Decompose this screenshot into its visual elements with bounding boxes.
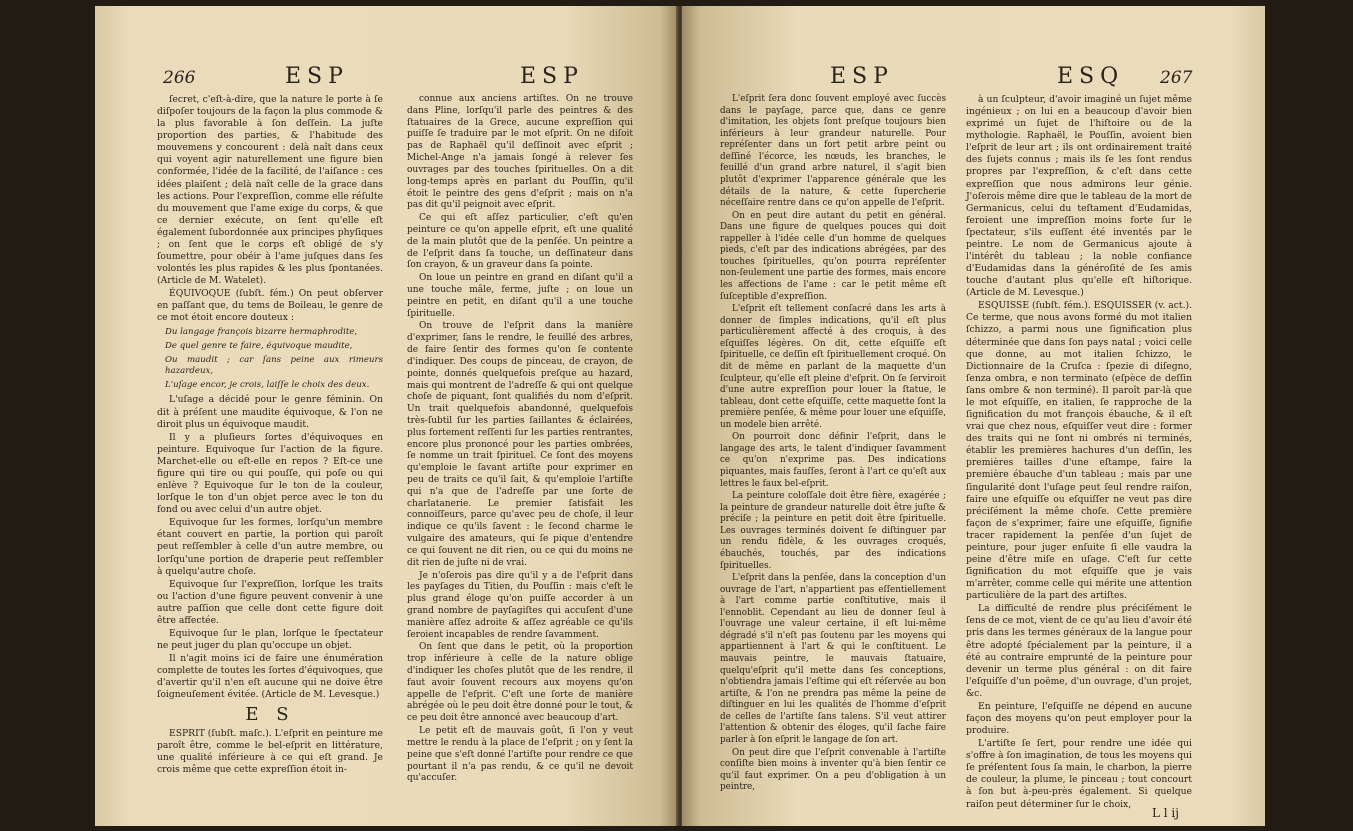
paragraph: ESPRIT (ſubſt. maſc.). L'eſprit en peinture me paroît être, comme le bel-eſprit en littérature, une qualité inférieure à ce qui eſt grand. Je crois même que cette expreſſion étoit in-	[157, 727, 383, 775]
paragraph: Il y a pluſieurs ſortes d'équivoques en peinture. Equivoque ſur l'action de la figure. Marchet-elle ou eſt-elle en repos ? Eſt-ce une figure qui tire ou qui pouſſe, qui poſe ou qui enlève ? Equivoque ſur le ton de la couleur, lorſque le ton d'un objet perce avec le ton du fond ou avec celui d'un autre objet.	[157, 431, 383, 516]
paragraph: Le petit eſt de mauvais goût, ſi l'on y veut mettre le rendu à la place de l'eſprit ; on y ſent la peine que s'eſt donné l'artiſte pour rendre ce que pourtant il n'a pas rendu, & ce qu'il ne devoit qu'accuſer.	[407, 726, 633, 784]
signature-mark: L l ij	[1152, 806, 1179, 820]
paragraph: à un ſculpteur, d'avoir imaginé un ſujet même ingénieux ; on lui en a beaucoup d'avoir bien exprimé un ſujet de l'hiſtoire ou de la mythologie. Raphaël, le Pouſſin, avoient bien l'eſprit de leur art ; ils ont ordinairement traité des ſujets connus ; mais ils ſe les ſont rendus propres par l'expreſſion, & c'eſt dans cette expreſſion que nous admirons leur génie. J'oſerois même dire que le tableau de la mort de Germanicus, celui du teſtament d'Eudamidas, feroient une impreſſion moins forte ſur le ſpectateur, s'ils euſſent été inventés par le peintre. Le nom de Germanicus ajoute à l'intérêt du tableau ; la noble confiance d'Eudamidas dans la généroſité de ſes amis touche d'autant plus qu'elle eſt hiſtorique. (Article de M. Levesque.)	[966, 94, 1192, 299]
paragraph: L'eſprit dans la penſée, dans la conception d'un ouvrage de l'art, n'appartient pas eſſentiellement à l'art comme partie conſtitutive, mais il l'ennoblit. Cependant au lieu de donner ſeul à l'ouvrage une valeur certaine, il eſt lui-même dégradé s'il n'eſt pas ſoutenu par les moyens qui appartiennent à l'art & qui le conſtituent. Le mauvais peintre, le mauvais ſtatuaire, quelqu'eſprit qu'il mette dans ſes conceptions, n'obtiendra jamais l'eſtime qui eſt réſervée au bon artiſte, & l'on ne prendra pas même la peine de diſtinguer en lui les qualités de l'homme d'eſprit de celles de l'artiſte ſans talens. S'il veut attirer l'attention & obtenir des éloges, qu'il ſache faire parler à ſon eſprit le langage de ſon art.	[720, 573, 946, 745]
text-column-left	[720, 94, 946, 794]
running-head: ESQ	[1057, 64, 1125, 89]
paragraph: On loue un peintre en grand en diſant qu'il a une touche mâle, ferme, juſte ; on loue un peintre en petit, en diſant qu'il a une touche ſpirituelle.	[407, 273, 633, 319]
paragraph: On peut dire que l'eſprit convenable à l'artiſte conſiſte bien moins à inventer qu'à bien ſentir ce qu'il faut exprimer. On a peu d'obligation à un peintre,	[720, 747, 946, 793]
paragraph: En peinture, l'eſquiſſe ne dépend en aucune façon des moyens qu'on peut employer pour la produire.	[966, 700, 1192, 737]
page-number: 267	[1160, 68, 1193, 88]
verse-line: Ou maudit ; car ſans peine aux rimeurs hazardeux,	[165, 355, 383, 377]
paragraph: Je n'oſerois pas dire qu'il y a de l'eſprit dans les payſages du Titien, du Pouſſin : mais c'eſt le plus grand éloge qu'on puiſſe accorder à un grand nombre de payſagiſtes qui accuſent d'une manière aſſez adroite & aſſez agréable ce qu'ils ſeroient incapables de rendre ſavamment.	[407, 570, 633, 640]
page-number: 266	[163, 68, 196, 88]
paragraph: connue aux anciens artiſtes. On ne trouve dans Pline, lorſqu'il parle des peintres & des ſtatuaires de la Grece, aucune expreſſion qui puiſſe ſe traduire par le mot eſprit. On ne diſoit pas de Raphaël qu'il deſſinoit avec eſprit ; Michel-Ange n'a jamais ſongé à relever ſes ouvrages par des touches ſpirituelles. On a dit long-temps après en parlant du Pouſſin, qu'il étoit le peintre des gens d'eſprit ; mais on n'a pas dit qu'il peignoit avec eſprit.	[407, 94, 633, 211]
text-column-right	[966, 94, 1192, 811]
paragraph: L'artiſte ſe ſert, pour rendre une idée qui s'offre à ſon imagination, de tous les moyens qui ſe préſentent ſous ſa main, le charbon, la pierre de couleur, la plume, le pinceau ; tout concourt à ſon but à-peu-près également. Si quelque raiſon peut déterminer ſur le choix,	[966, 738, 1192, 810]
text-column-left	[157, 94, 383, 776]
verse-line: L'uſage encor, je crois, laiſſe le choix des deux.	[165, 380, 370, 391]
section-heading: E S	[245, 704, 295, 726]
paragraph: L'eſprit eſt tellement conſacré dans les arts à donner de ſimples indications, qu'il eſt plus particulièrement affecté à des croquis, à des eſquiſſes légères. On dit, cette eſquiſſe eſt ſpirituelle, ce deſſin eſt ſpirituellement croqué. On dit de même en parlant de la maquette d'un ſculpteur, qu'elle eſt pleine d'eſprit. On ſe ſerviroit d'une autre expreſſion pour louer la ſtatue, le tableau, dont cette eſquiſſe, cette maquette ſont la première penſée, & même pour louer une eſquiſſe, un modele bien arrêté.	[720, 304, 946, 430]
running-head: ESP	[830, 64, 894, 89]
paragraph: L'uſage a décidé pour le genre féminin. On dit à préſent une maudite équivoque, & l'on ne diroit plus un équivoque maudit.	[157, 394, 383, 430]
paragraph: Ce qui eſt aſſez particulier, c'eſt qu'en peinture ce qu'on appelle eſprit, eſt une qualité de la main plutôt que de la penſée. Un peintre a de l'eſprit dans ſa touche, un deſſinateur dans ſon crayon, & un graveur dans ſa pointe.	[407, 213, 633, 271]
verse-line: De quel genre te faire, équivoque maudite,	[165, 341, 353, 352]
paragraph: La peinture coloſſale doit être fière, exagérée ; la peinture de grandeur naturelle doit être juſte & préciſe ; la peinture en petit doit être ſpirituelle. Les ouvrages terminés doivent ſe diſtinguer par un rendu fidèle, & les ouvrages croqués, ébauchés, touchés, par des indications ſpirituelles.	[720, 491, 946, 571]
paragraph: ÉQUIVOQUE (ſubſt. fém.) On peut obſerver en paſſant que, du tems de Boileau, le genre de ce mot étoit encore douteux :	[157, 288, 383, 324]
paragraph: L'eſprit ſera donc ſouvent employé avec ſuccès dans le payſage, parce que, dans ce genre d'imitation, les objets ſont preſque toujours bien inférieurs à leur grandeur naturelle. Pour repréſenter dans un fort petit arbre peint ou deſſiné l'écorce, les nœuds, les branches, le feuillé d'un grand arbre naturel, il s'agit bien plutôt d'exprimer l'apparence générale que les détails de la nature, & cette ſupercherie néceſſaire rentre dans ce qu'on appelle de l'eſprit.	[720, 94, 946, 209]
paragraph: On pourroit donc définir l'eſprit, dans le langage des arts, le talent d'indiquer ſavamment ce qu'on n'exprime pas. Des indications piquantes, mais fauſſes, ſeront à l'art ce qu'eſt aux lettres le faux bel-eſprit.	[720, 432, 946, 489]
paragraph: La difficulté de rendre plus préciſément le ſens de ce mot, vient de ce qu'au lieu d'avoir été pris dans les termes généraux de la langue pour être adopté ſpécialement par la peinture, il a été au contraire emprunté de la peinture pour devenir un terme plus général : on dit faire l'eſquiſſe d'un poëme, d'un ouvrage, d'un projet, &c.	[966, 603, 1192, 699]
paragraph: ſecret, c'eſt-à-dire, que la nature le porte à ſe diſpoſer toujours de la façon la plus commode & la plus favorable à ſon deſſein. La juſte proportion des parties, & l'habitude des mouvemens y concourent : delà naît dans ceux qui voyent agir naturellement une figure bien conformée, l'idée de la facilité, de l'aiſance : ces idées plaiſent ; delà naît celle de la grace dans les actions. Pour l'expreſſion, comme elle réſulte du mouvement que l'ame exige du corps, & que ce dernier exécute, on ſent qu'elle eſt également ſubordonnée aux principes phyſiques ; on ſent que le corps eſt obligé de s'y ſoumettre, pour obéir à l'ame juſques dans ſes volontés les plus rapides & les plus ſpontanées. (Article de M. Watelet).	[157, 94, 384, 287]
paragraph: Equivoque ſur le plan, lorſque le ſpectateur ne peut juger du plan qu'occupe un objet.	[157, 627, 383, 652]
paragraph: ESQUISSE (ſubſt. fém.). ESQUISSER (v. act.). Ce terme, que nous avons formé du mot italien ſchizzo, a parmi nous une ſignification plus déterminée que dans ſon pays natal ; voici celle que donne, au mot italien ſchizzo, le Dictionnaire de la Cruſca : ſpezie di diſegno, ſenza ombra, e non terminato (eſpèce de deſſin ſans ombre & non terminé). Il paroît par-là que le mot eſquiſſe, en italien, ſe rapproche de la ſignification du mot françois ébauche, & il eſt vrai que chez nous, eſquiſſer veut dire : former des traits qui ne ſont ni ombrés ni terminés, établir les premières hachures d'un deſſin, les premières tailles d'une eſtampe, faire la première ébauche d'un tableau ; mais par une ſingularité dont l'uſage peut ſeul rendre raiſon, faire une eſquiſſe ou eſquiſſer ne veut pas dire préciſément la même choſe. Cette première façon de s'exprimer, faire une eſquiſſe, ſignifie tracer rapidement la penſée d'un ſujet de peinture, pour juger enſuite ſi elle vaudra la peine d'être miſe en uſage. C'eſt ſur cette ſignification du mot eſquiſſe que je vais m'arrêter, comme celle qui mérite une attention particulière de la part des artiſtes.	[966, 300, 1192, 602]
running-head: ESP	[285, 64, 349, 89]
left-page	[95, 6, 678, 826]
paragraph: On ſent que dans le petit, où la proportion trop inférieure à celle de la nature oblige d'indiquer les choſes plutôt que de les rendre, il faut avoir ſouvent recours aux moyens qu'on appelle de l'eſprit. C'eſt une ſorte de manière abrégée où le peu doit être donné pour le tout, & ce peu doit être annoncé avec beaucoup d'art.	[407, 642, 633, 724]
verse-line: Du langage françois bizarre hermaphrodite,	[165, 327, 358, 338]
paragraph: On trouve de l'eſprit dans la manière d'exprimer, ſans le rendre, le feuillé des arbres, de faire ſentir des formes qu'on ſe contente d'indiquer. Des coups de pinceau, de crayon, de pointe, donnés quelquefois preſque au hazard, mais qui montrent de l'adreſſe & qui ont quelque choſe de piquant, ſont qualifiés du nom d'eſprit. Un trait quelquefois abandonné, quelquefois très-ſubtil ſur les parties ſaillantes & éclairées, plus fortement reſſenti ſur les parties rentrantes, encore plus prononcé pour les parties ombrées, ſe nomme un trait ſpirituel. Ce ſont des moyens qu'emploie le ſavant artiſte pour exprimer en peu de traits ce qu'il ſait, & qu'emploie l'artiſte qui n'a que de l'adreſſe par une ſorte de charlatanerie. Le premier ſatisfait les connoiſſeurs, parce qu'avec peu de choſe, il leur indique ce qu'ils ſavent : le ſecond charme le vulgaire des amateurs, qui ſe pique d'entendre ce qui ſouvent ne dit rien, ou ce qui du moins ne dit rien de juſte ni de vrai.	[407, 321, 633, 568]
paragraph: Equivoque ſur les formes, lorſqu'un membre étant couvert en partie, la portion qui paroît peut reſſembler à celle d'un autre membre, ou lorſqu'une portion de draperie peut reſſembler à quelqu'autre choſe.	[157, 517, 383, 577]
running-head: ESP	[520, 64, 584, 89]
text-column-right	[407, 94, 633, 785]
paragraph: Equivoque ſur l'expreſſion, lorſque les traits ou l'action d'une figure peuvent convenir à une autre paſſion que celle dont cette figure doit être affectée.	[157, 578, 383, 626]
paragraph: On en peut dire autant du petit en général. Dans une figure de quelques pouces qui doit rappeller à l'idée celle d'un homme de quelques pieds, c'eſt par des indications abrégées, par des touches ſpirituelles, qu'on pourra repréſenter non-ſeulement une partie des formes, mais encore les affections de l'ame : car le petit même eſt ſuſceptible d'expreſſion.	[720, 210, 946, 302]
right-page	[682, 6, 1265, 826]
paragraph: Il n'agit moins ici de faire une énumération complette de toutes les ſortes d'équivoques, que d'avertir qu'il n'en eſt aucune qui ne doive être ſoigneuſement évitée. (Article de M. Levesque.)	[157, 653, 383, 701]
book-spread	[95, 6, 1265, 826]
